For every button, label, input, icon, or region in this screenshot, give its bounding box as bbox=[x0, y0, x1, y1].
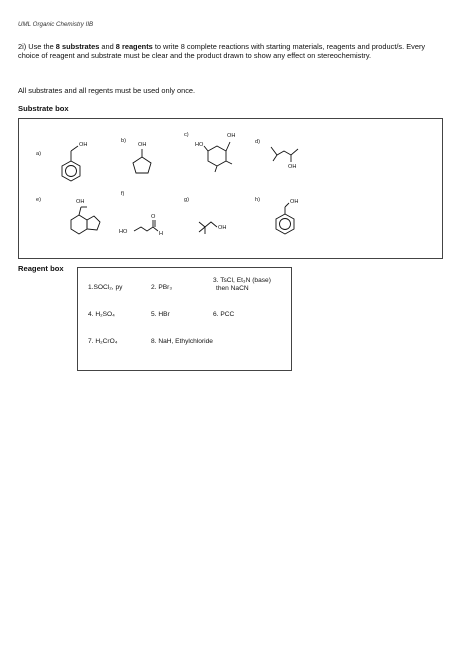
question-prefix: 2i) Use the bbox=[18, 42, 56, 51]
substrate-c bbox=[184, 132, 235, 172]
reagent-5: 5. HBr bbox=[151, 311, 170, 318]
reagent-3: 3. TsCl, Et₃N (base) bbox=[213, 277, 271, 284]
substrate-g-label: g) bbox=[184, 197, 189, 203]
question-rest: to write 8 complete reactions with starting materials, reagents and product/s. Every choice of reagent and substrate must be clear and the product drawn to show any effect on stereochemistry. bbox=[18, 42, 426, 61]
substrate-g-oh: OH bbox=[218, 225, 227, 231]
substrate-c-oh: OH bbox=[227, 133, 236, 139]
reagent-box bbox=[77, 267, 292, 371]
substrate-e bbox=[36, 197, 100, 234]
substrate-b-label: b) bbox=[121, 138, 126, 144]
substrate-e-label: e) bbox=[36, 197, 41, 203]
substrate-h-label: h) bbox=[255, 197, 260, 203]
reagent-1: 1.SOCl₂, py bbox=[88, 284, 123, 291]
question-bold-substrates: 8 substrates bbox=[55, 42, 100, 51]
substrate-f-label: f) bbox=[121, 191, 125, 197]
substrate-f bbox=[119, 191, 163, 237]
substrate-e-oh: OH bbox=[76, 199, 85, 205]
substrate-d-label: d) bbox=[255, 139, 260, 145]
reagent-4: 4. H₂SO₄ bbox=[88, 311, 115, 318]
substrate-f-h: H bbox=[159, 231, 164, 237]
substrate-b bbox=[121, 138, 151, 173]
reagent-2: 2. PBr₃ bbox=[151, 284, 173, 291]
substrate-f-ho: HO bbox=[119, 229, 128, 235]
substrate-a-oh: OH bbox=[79, 142, 88, 148]
substrate-d bbox=[255, 139, 298, 170]
substrate-box bbox=[18, 118, 443, 259]
reagent-7: 7. H₂CrO₄ bbox=[88, 338, 118, 345]
reagent-6: 6. PCC bbox=[213, 311, 235, 318]
reagent-3-cont: then NaCN bbox=[216, 285, 249, 292]
substrate-a bbox=[36, 142, 87, 181]
substrate-g bbox=[184, 197, 226, 234]
reagent-box-title: Reagent box bbox=[18, 264, 64, 273]
question-mid: and bbox=[99, 42, 116, 51]
document-header: UML Organic Chemistry IIB bbox=[18, 21, 94, 28]
substrate-h bbox=[255, 197, 298, 234]
reagent-8: 8. NaH, Ethylchloride bbox=[151, 338, 213, 345]
substrate-c-ho: HO bbox=[195, 142, 204, 148]
substrate-box-title: Substrate box bbox=[18, 104, 69, 113]
instruction-note: All substrates and all regents must be used only once. bbox=[18, 86, 196, 95]
substrate-h-oh: OH bbox=[290, 199, 299, 205]
substrate-d-oh: OH bbox=[288, 164, 297, 170]
substrate-c-label: c) bbox=[184, 132, 189, 138]
substrate-a-label: a) bbox=[36, 151, 41, 157]
question-bold-reagents: 8 reagents bbox=[115, 42, 153, 51]
question-text bbox=[18, 42, 446, 60]
substrate-b-oh: OH bbox=[138, 142, 147, 148]
substrate-structures bbox=[19, 119, 444, 260]
substrate-f-o: O bbox=[151, 214, 156, 220]
